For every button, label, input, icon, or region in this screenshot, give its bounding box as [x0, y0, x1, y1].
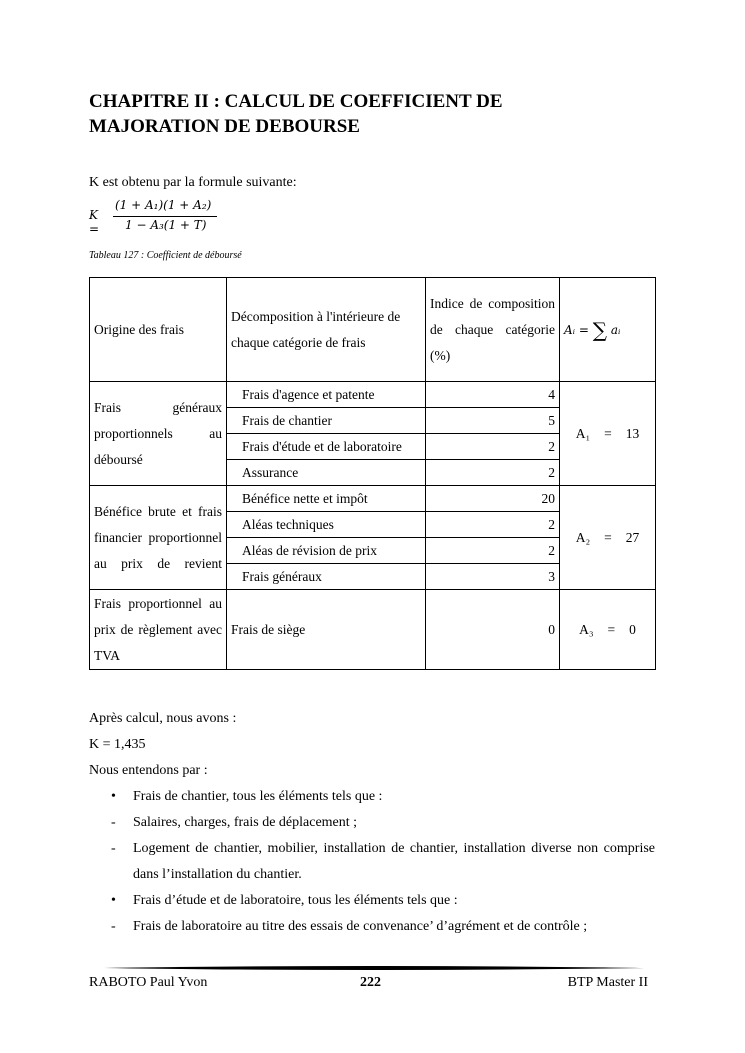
chapter-title-line-1: CHAPITRE II : CALCUL DE COEFFICIENT DE — [89, 91, 503, 112]
list-item-text: Logement de chantier, mobilier, installation de chantier, installation diverse non comprise dans l’installation du chantier. — [133, 841, 655, 882]
item-value: 2 — [426, 512, 560, 538]
a-label: A₃ — [579, 621, 594, 637]
item-value: 4 — [426, 382, 560, 408]
bullet-icon: • — [111, 893, 116, 908]
list-item-text: Frais de laboratoire au titre des essais de convenance’ d’agrément et de contrôle ; — [133, 919, 588, 934]
list-item — [89, 836, 655, 888]
item-label: Frais de siège — [227, 590, 426, 670]
formula-fraction-bar — [113, 216, 217, 217]
understand-text: Nous entendons par : — [89, 763, 208, 778]
item-value: 5 — [426, 408, 560, 434]
a-label: A₁ — [575, 425, 591, 441]
footer-author: RABOTO Paul Yvon — [89, 975, 208, 990]
list-item-text: Frais de chantier, tous les éléments tels que : — [133, 789, 383, 804]
k-value-text: K = 1,435 — [89, 737, 146, 752]
dash-icon: - — [111, 841, 116, 856]
item-label: Frais généraux — [227, 564, 426, 590]
formula-lhs: K = — [89, 208, 100, 236]
intro-text: K est obtenu par la formule suivante: — [89, 175, 297, 190]
table-header-row — [90, 278, 656, 382]
chapter-title — [89, 89, 689, 139]
coefficient-table — [89, 277, 656, 670]
a-label: A₂ — [575, 529, 591, 545]
formula-numerator: (1 + A₁)(1 + A₂) — [115, 198, 212, 212]
item-label: Frais d'agence et patente — [227, 382, 426, 408]
list-item-text: Salaires, charges, frais de déplacement ; — [133, 815, 358, 830]
item-value: 3 — [426, 564, 560, 590]
dash-icon: - — [111, 815, 116, 830]
group-origin: Frais généraux proportionnels au déboursé — [90, 382, 227, 486]
footer-page-number: 222 — [360, 975, 381, 990]
group-a-total — [560, 486, 656, 590]
header-index: Indice de composition de chaque catégorie (%) — [426, 278, 560, 382]
list-item — [89, 914, 655, 940]
formula-denominator: 1 − A₃(1 + T) — [125, 218, 207, 232]
definition-list — [89, 784, 655, 940]
group-origin: Bénéfice brute et frais financier proportionnel au prix de revient — [90, 486, 227, 590]
item-label: Frais d'étude et de laboratoire — [227, 434, 426, 460]
a-equals: = — [604, 425, 612, 441]
item-value: 2 — [426, 538, 560, 564]
a-value: 27 — [625, 529, 640, 545]
item-value: 2 — [426, 460, 560, 486]
item-value: 2 — [426, 434, 560, 460]
list-item — [89, 784, 655, 810]
chapter-title-line-2: MAJORATION DE DEBOURSE — [89, 116, 360, 137]
group-origin: Frais proportionnel au prix de règlement avec TVA — [90, 590, 227, 670]
bullet-icon: • — [111, 789, 116, 804]
item-value: 0 — [426, 590, 560, 670]
a-equals: = — [604, 529, 612, 545]
group-a-total — [560, 590, 656, 670]
sum-rhs: aᵢ — [610, 322, 621, 337]
footer-divider — [104, 965, 644, 971]
sigma-icon: ∑ — [592, 317, 608, 342]
item-label: Frais de chantier — [227, 408, 426, 434]
a-value: 13 — [625, 425, 640, 441]
after-calc-text: Après calcul, nous avons : — [89, 711, 237, 726]
list-item — [89, 888, 655, 914]
table-row — [90, 486, 656, 512]
dash-icon: - — [111, 919, 116, 934]
item-label: Aléas de révision de prix — [227, 538, 426, 564]
table-caption: Tableau 127 : Coefficient de déboursé — [89, 250, 242, 261]
body-text — [89, 706, 655, 940]
header-origin: Origine des frais — [90, 278, 227, 382]
item-label: Aléas techniques — [227, 512, 426, 538]
header-sum-formula — [560, 278, 656, 382]
footer-program: BTP Master II — [567, 975, 648, 990]
item-label: Assurance — [227, 460, 426, 486]
table-row — [90, 590, 656, 670]
item-label: Bénéfice nette et impôt — [227, 486, 426, 512]
header-decomposition: Décomposition à l'intérieure de chaque catégorie de frais — [227, 278, 426, 382]
list-item-text: Frais d’étude et de laboratoire, tous les éléments tels que : — [133, 893, 458, 908]
table-row — [90, 382, 656, 408]
sum-lhs: Aᵢ = — [564, 322, 589, 337]
a-equals: = — [607, 621, 616, 637]
group-a-total — [560, 382, 656, 486]
item-value: 20 — [426, 486, 560, 512]
list-item — [89, 810, 655, 836]
a-value: 0 — [629, 621, 636, 637]
